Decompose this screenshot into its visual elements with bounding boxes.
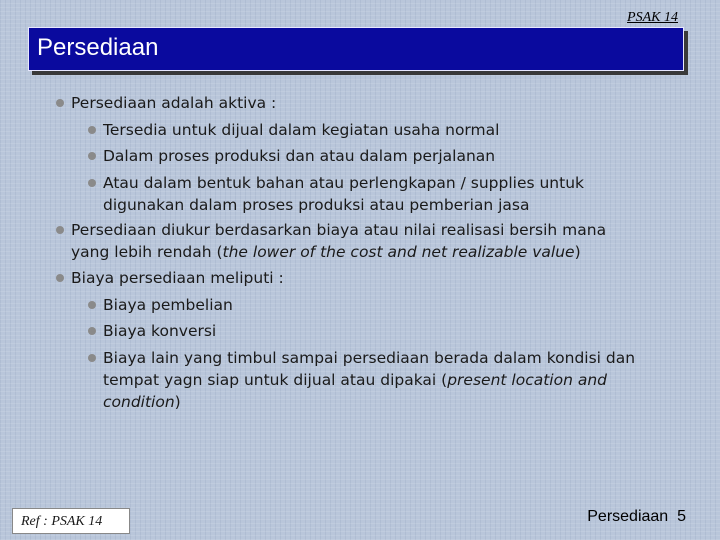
- bullet-icon: [88, 126, 96, 134]
- sub-bullet-item: Atau dalam bentuk bahan atau perlengkapan / supplies untuk digunakan dalam proses produksi atau pemberian jasa: [103, 172, 584, 216]
- bullet-icon: [88, 301, 96, 309]
- slide-title: Persediaan: [37, 34, 159, 61]
- bullet-icon: [56, 274, 64, 282]
- footer-page-label: Persediaan 5: [587, 508, 686, 525]
- bullet-icon: [88, 179, 96, 187]
- sub-bullet-item: Dalam proses produksi dan atau dalam perjalanan: [103, 145, 495, 167]
- sub-bullet-item: Biaya konversi: [103, 320, 216, 342]
- bullet-icon: [88, 152, 96, 160]
- footer-reference: Ref : PSAK 14: [12, 508, 130, 534]
- bullet-item: Persediaan adalah aktiva :: [71, 92, 276, 114]
- title-bar: [28, 27, 684, 71]
- bullet-icon: [56, 99, 64, 107]
- bullet-item: Persediaan diukur berdasarkan biaya atau nilai realisasi bersih mana yang lebih rendah (the lower of the cost and net realizable value): [71, 219, 606, 263]
- bullet-item: Biaya persediaan meliputi :: [71, 267, 284, 289]
- bullet-icon: [88, 327, 96, 335]
- bullet-icon: [88, 354, 96, 362]
- header-reference: PSAK 14: [627, 10, 678, 25]
- page-number: 5: [677, 508, 686, 525]
- sub-bullet-item: Biaya pembelian: [103, 294, 233, 316]
- sub-bullet-item: Biaya lain yang timbul sampai persediaan berada dalam kondisi dan tempat yagn siap untuk dijual atau dipakai (present location and condition): [103, 347, 635, 413]
- bullet-icon: [56, 226, 64, 234]
- sub-bullet-item: Tersedia untuk dijual dalam kegiatan usaha normal: [103, 119, 499, 141]
